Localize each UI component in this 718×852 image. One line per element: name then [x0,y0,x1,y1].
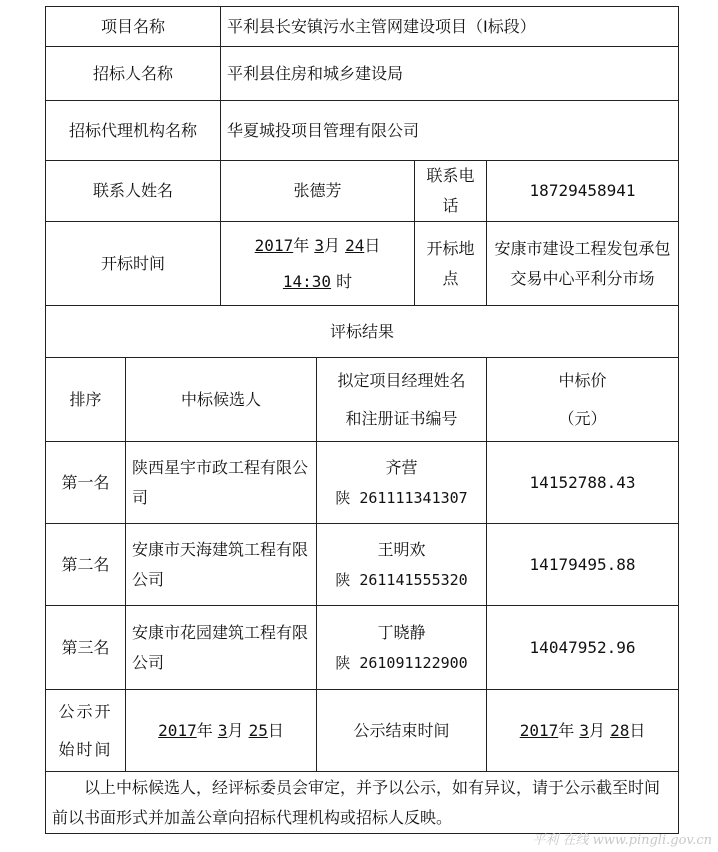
project-label: 项目名称 [46,7,221,47]
price-cell: 14179495.88 [487,524,679,606]
notice-text: 以上中标候选人，经评标委员会审定，并予以公示，如有异议，请于公示截至时间前以书面形式并加盖公章向招标代理机构或招标人反映。 [46,772,679,834]
open-date: 2017年 3月 24日 [254,235,381,255]
open-place-label: 开标地点 [415,222,487,306]
price-cell: 14152788.43 [487,442,679,524]
open-month: 3 [314,235,324,255]
header-candidate: 中标候选人 [126,358,317,442]
publicity-start-label: 公示开始时间 [46,690,126,772]
rank-cell: 第三名 [46,606,126,690]
publicity-end-label: 公示结束时间 [317,690,487,772]
site-watermark: 平利 在线 www.pingli.gov.cn [532,833,712,848]
phone-value: 18729458941 [487,161,679,222]
phone-label: 联系电话 [415,161,487,222]
tenderer-label: 招标人名称 [46,47,221,101]
contact-value: 张德芳 [221,161,415,222]
bid-result-table [45,6,679,834]
manager-cell: 丁晓静 陕 261091122900 [317,606,487,690]
open-place-value: 安康市建设工程发包承包交易中心平利分市场 [487,222,679,306]
agency-label: 招标代理机构名称 [46,101,221,161]
row-contact [46,161,679,222]
row-open-time [46,222,679,306]
row-results-title [46,306,679,358]
open-time-label: 开标时间 [46,222,221,306]
candidate-cell: 安康市天海建筑工程有限公司 [126,524,317,606]
open-time-value [221,222,415,306]
manager-cell: 齐营 陕 261111341307 [317,442,487,524]
publicity-end-value: 2017年 3月 28日 [487,690,679,772]
price-cell: 14047952.96 [487,606,679,690]
row-notice [46,772,679,834]
rank-cell: 第一名 [46,442,126,524]
header-manager: 拟定项目经理姓名 和注册证书编号 [317,358,487,442]
row-tenderer [46,47,679,101]
table-row [46,606,679,690]
row-agency [46,101,679,161]
open-year: 2017 [254,235,294,255]
open-clock: 14:30 时 [282,271,353,291]
agency-value: 华夏城投项目管理有限公司 [221,101,679,161]
project-value: 平利县长安镇污水主管网建设项目（Ⅰ标段） [221,7,679,47]
manager-cell: 王明欢 陕 261141555320 [317,524,487,606]
candidate-cell: 安康市花园建筑工程有限公司 [126,606,317,690]
table-row [46,442,679,524]
open-hour: 14:30 [282,271,332,291]
tenderer-value: 平利县住房和城乡建设局 [221,47,679,101]
contact-label: 联系人姓名 [46,161,221,222]
table-row [46,524,679,606]
open-day: 24 [345,235,365,255]
row-project [46,7,679,47]
header-price: 中标价 （元） [487,358,679,442]
candidate-cell: 陕西星宇市政工程有限公司 [126,442,317,524]
results-title: 评标结果 [46,306,679,358]
row-publicity [46,690,679,772]
rank-cell: 第二名 [46,524,126,606]
publicity-start-value: 2017年 3月 25日 [126,690,317,772]
results-header [46,358,679,442]
header-rank: 排序 [46,358,126,442]
